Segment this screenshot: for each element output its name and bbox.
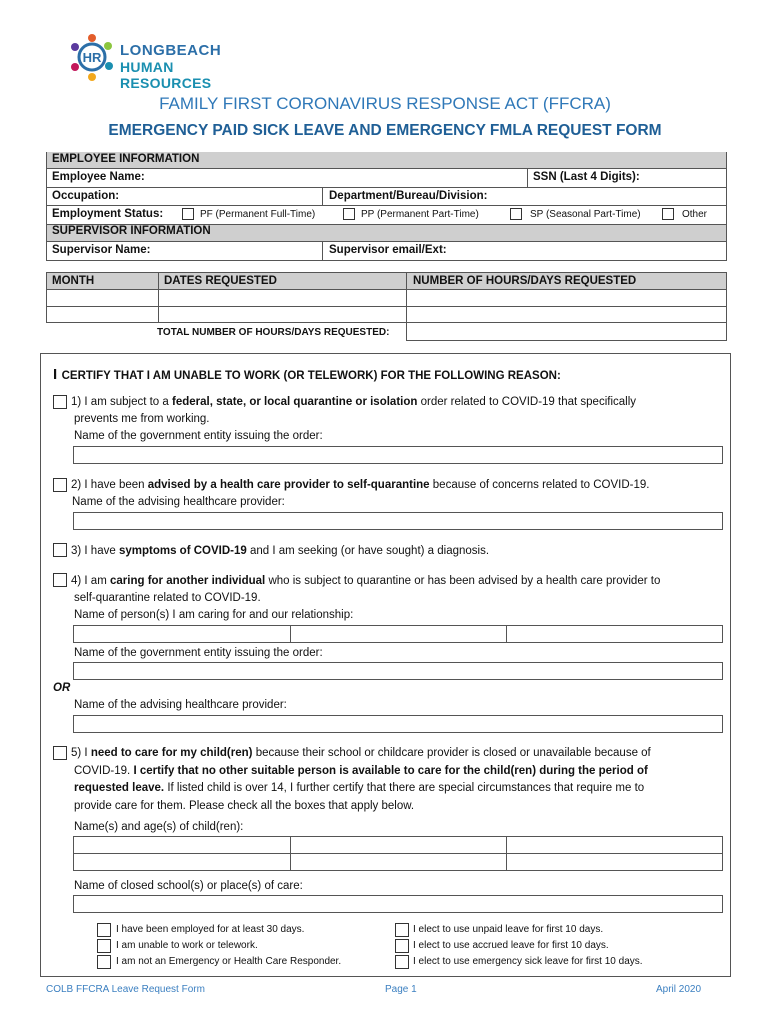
status-pp-checkbox[interactable]: [343, 208, 355, 220]
col-hours: NUMBER OF HOURS/DAYS REQUESTED: [413, 275, 637, 287]
child-input[interactable]: [506, 853, 723, 871]
reason-5-checkbox[interactable]: [53, 746, 67, 760]
reason-2-field-label: Name of the advising healthcare provider:: [72, 496, 285, 508]
reason-4-provider-label: Name of the advising healthcare provider:: [74, 699, 287, 711]
divider: [46, 241, 727, 242]
info-border-right: [726, 152, 727, 261]
logo: [68, 32, 268, 91]
logo-line1: LONGBEACH: [120, 42, 222, 59]
dates-cell[interactable]: [159, 307, 406, 322]
reason-1-a: 1) I am subject to a: [71, 396, 172, 408]
sick-leave-label: I elect to use emergency sick leave for first 10 days.: [413, 956, 643, 967]
status-sp-label: SP (Seasonal Part-Time): [530, 209, 641, 220]
divider: [46, 187, 727, 188]
reason-2-checkbox[interactable]: [53, 478, 67, 492]
employed-30-days-checkbox[interactable]: [97, 923, 111, 937]
reason-3-text: [71, 543, 721, 559]
reason-4-text: [71, 573, 731, 589]
form-title: FAMILY FIRST CORONAVIRUS RESPONSE ACT (FFCRA): [159, 94, 611, 113]
reason-2-text: [71, 477, 721, 493]
certify-heading-initial: I: [53, 366, 58, 383]
reason-2-provider-input[interactable]: [73, 512, 723, 530]
col-dates: DATES REQUESTED: [164, 275, 277, 287]
status-other-label: Other: [682, 209, 708, 220]
divider: [46, 272, 727, 273]
unpaid-leave-label: I elect to use unpaid leave for first 10 days.: [413, 924, 604, 935]
status-sp-checkbox[interactable]: [510, 208, 522, 220]
unpaid-leave-checkbox[interactable]: [395, 923, 409, 937]
reason-2-b: advised by a health care provider to self-quarantine: [147, 479, 430, 491]
divider: [726, 272, 727, 341]
reason-5-text: [71, 745, 731, 761]
status-pf-checkbox[interactable]: [182, 208, 194, 220]
col-month: MONTH: [52, 275, 95, 287]
employee-section-title: EMPLOYEE INFORMATION: [52, 153, 200, 165]
employed-30-days-label: I have been employed for at least 30 days.: [116, 924, 305, 935]
reason-4-person-input-3[interactable]: [506, 625, 723, 643]
occupation-label: Occupation:: [52, 190, 120, 202]
sick-leave-checkbox[interactable]: [395, 955, 409, 969]
status-pp-label: PP (Permanent Part-Time): [361, 209, 479, 220]
child-input[interactable]: [290, 853, 507, 871]
reason-4-person-input-1[interactable]: [73, 625, 291, 643]
logo-line2: HUMAN RESOURCES: [120, 59, 212, 91]
reason-4-c: who is subject to quarantine or has been advised by a health care provider to: [265, 575, 661, 587]
divider: [46, 260, 727, 261]
child-input[interactable]: [73, 836, 291, 854]
status-pf-label: PF (Permanent Full-Time): [200, 209, 316, 220]
reason-4-field-label: Name of person(s) I am caring for and our relationship:: [74, 609, 354, 621]
reason-2-c: because of concerns related to COVID-19.: [429, 479, 650, 491]
reason-5-e: I certify that no other suitable person is available to care for the child(ren) during the period of: [133, 765, 648, 777]
supervisor-section-title: SUPERVISOR INFORMATION: [52, 225, 211, 237]
total-label: TOTAL NUMBER OF HOURS/DAYS REQUESTED:: [157, 327, 390, 338]
reason-3-a: 3) I have: [71, 545, 119, 557]
month-cell[interactable]: [47, 307, 158, 322]
child-input[interactable]: [290, 836, 507, 854]
school-input[interactable]: [73, 895, 723, 913]
reason-1-c: order related to COVID-19 that specifically: [417, 396, 637, 408]
reason-1-b: federal, state, or local quarantine or isolation: [172, 396, 418, 408]
divider: [406, 340, 727, 341]
hr-emblem-icon: [68, 32, 116, 82]
reason-5-g: If listed child is over 14, I further certify that there are special circumstances that require me to: [164, 782, 645, 794]
child-input[interactable]: [73, 853, 291, 871]
status-other-checkbox[interactable]: [662, 208, 674, 220]
info-border-left: [46, 152, 47, 261]
emblem-text: HR: [82, 50, 102, 65]
accrued-leave-checkbox[interactable]: [395, 939, 409, 953]
reason-4-a: 4) I am: [71, 575, 110, 587]
reason-1-field-label: Name of the government entity issuing the order:: [74, 430, 323, 442]
divider: [46, 205, 727, 206]
unable-to-work-label: I am unable to work or telework.: [116, 940, 258, 951]
reason-1-text: [71, 394, 721, 410]
info-divider-v: [322, 187, 323, 206]
dates-cell[interactable]: [159, 290, 406, 306]
form-subtitle: EMERGENCY PAID SICK LEAVE AND EMERGENCY FMLA REQUEST FORM: [108, 122, 662, 139]
month-cell[interactable]: [47, 290, 158, 306]
reason-4-b: caring for another individual: [109, 575, 266, 587]
children-label: Name(s) and age(s) of child(ren):: [74, 821, 244, 833]
reason-2-a: 2) I have been: [71, 479, 148, 491]
reason-5-f: requested leave.: [74, 782, 165, 794]
reason-1-cont: prevents me from working.: [74, 413, 210, 425]
school-label: Name of closed school(s) or place(s) of care:: [74, 880, 303, 892]
employment-status-label: Employment Status:: [52, 208, 164, 220]
department-label: Department/Bureau/Division:: [329, 190, 488, 202]
child-input[interactable]: [506, 836, 723, 854]
or-label: OR: [53, 682, 71, 694]
reason-3-checkbox[interactable]: [53, 543, 67, 557]
accrued-leave-label: I elect to use accrued leave for first 10 days.: [413, 940, 609, 951]
reason-5-a: 5) I: [71, 747, 91, 759]
ssn-label: SSN (Last 4 Digits):: [533, 171, 640, 183]
info-divider-v: [322, 241, 323, 261]
footer-page: Page 1: [385, 984, 417, 995]
not-responder-label: I am not an Emergency or Health Care Responder.: [116, 956, 342, 967]
certify-heading: [53, 366, 561, 384]
reason-5-line4: provide care for them. Please check all the boxes that apply below.: [74, 800, 415, 812]
reason-4-person-input-2[interactable]: [290, 625, 507, 643]
reason-3-c: and I am seeking (or have sought) a diagnosis.: [246, 545, 490, 557]
hours-cell[interactable]: [407, 290, 726, 306]
reason-4-gov-label: Name of the government entity issuing the order:: [74, 647, 323, 659]
reason-5-b: need to care for my child(ren): [90, 747, 253, 759]
reason-5-line3: [74, 780, 724, 796]
employee-name-label: Employee Name:: [52, 171, 145, 183]
total-cell[interactable]: [407, 323, 726, 340]
divider: [46, 168, 727, 169]
footer-date: April 2020: [656, 984, 702, 995]
footer-form-name: COLB FFCRA Leave Request Form: [46, 984, 205, 995]
reason-5-c: because their school or childcare provider is closed or unavailable because of: [252, 747, 651, 759]
reason-1-checkbox[interactable]: [53, 395, 67, 409]
reason-4-gov-input[interactable]: [73, 662, 723, 680]
reason-4-checkbox[interactable]: [53, 573, 67, 587]
reason-3-b: symptoms of COVID-19: [118, 545, 247, 557]
reason-5-d: COVID-19.: [74, 765, 134, 777]
supervisor-name-label: Supervisor Name:: [52, 244, 151, 256]
hours-cell[interactable]: [407, 307, 726, 322]
not-responder-checkbox[interactable]: [97, 955, 111, 969]
reason-1-entity-input[interactable]: [73, 446, 723, 464]
reason-5-line2: [74, 763, 724, 779]
certify-heading-text: CERTIFY THAT I AM UNABLE TO WORK (OR TELEWORK) FOR THE FOLLOWING REASON:: [61, 370, 561, 382]
reason-4-cont: self-quarantine related to COVID-19.: [74, 592, 261, 604]
info-divider-v: [527, 168, 528, 187]
reason-4-provider-input[interactable]: [73, 715, 723, 733]
supervisor-email-label: Supervisor email/Ext:: [329, 244, 447, 256]
unable-to-work-checkbox[interactable]: [97, 939, 111, 953]
